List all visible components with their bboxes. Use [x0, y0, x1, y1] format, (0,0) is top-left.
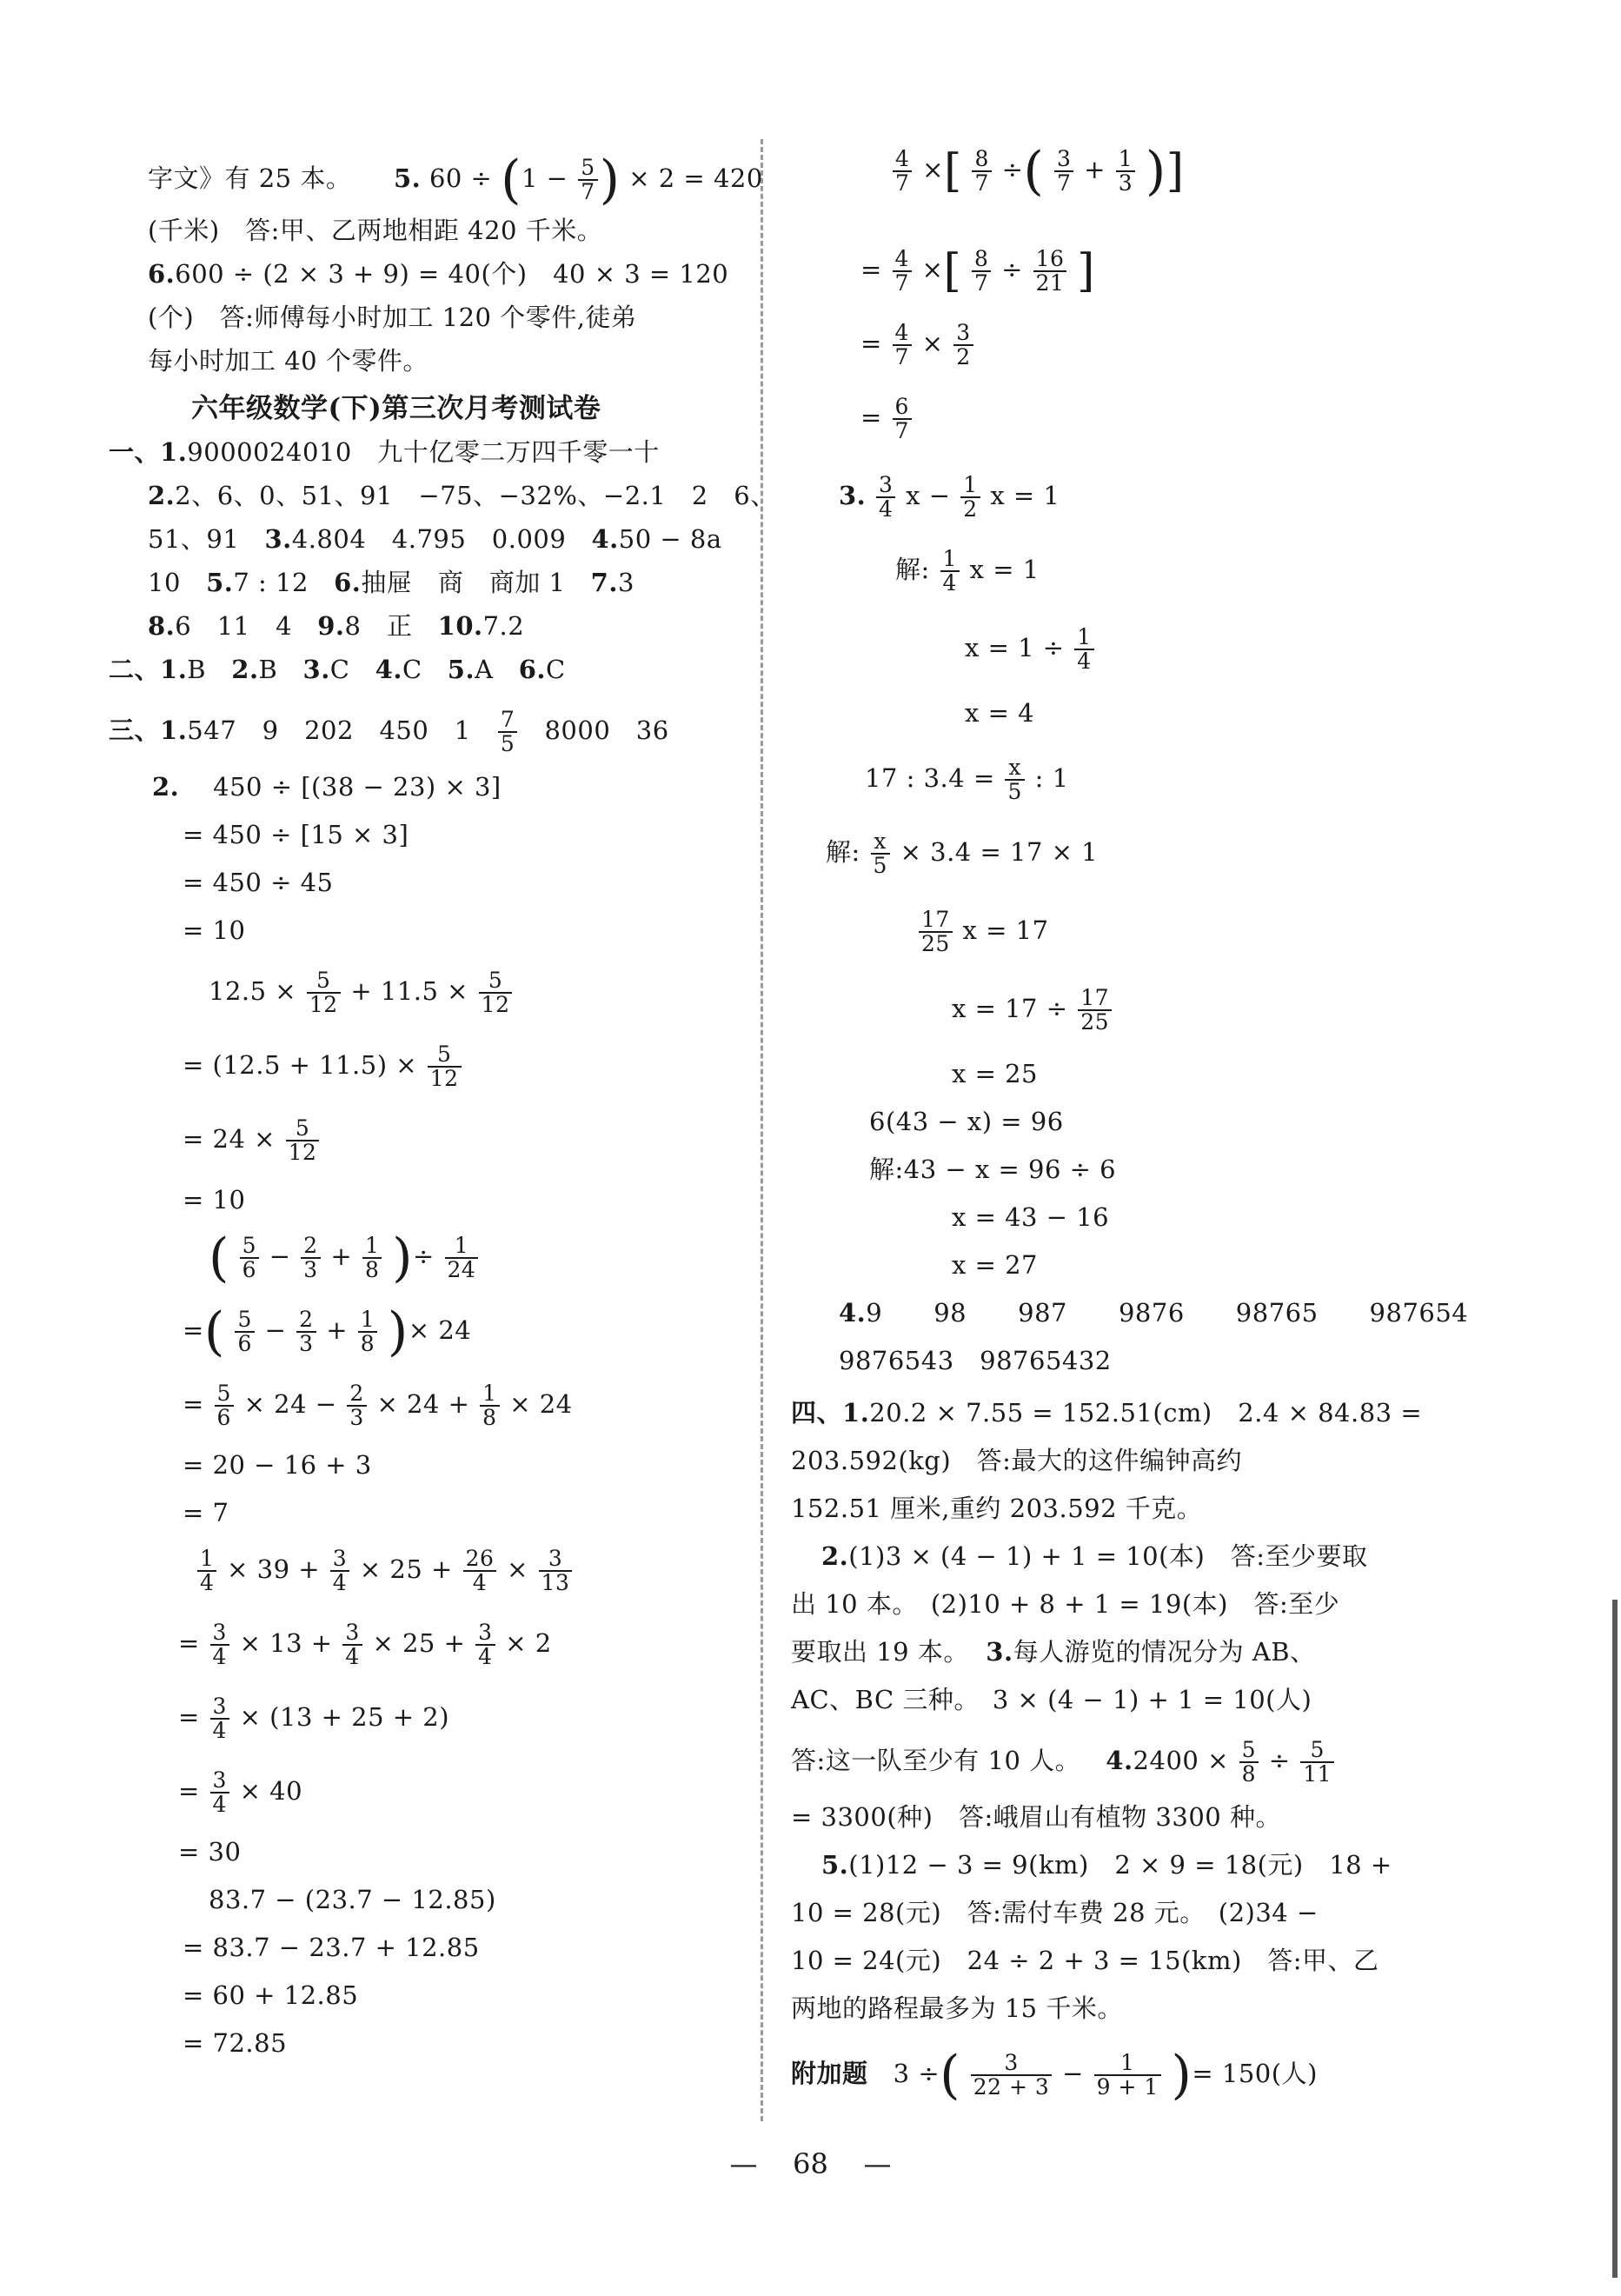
answer-line: 9876543 98765432: [839, 1346, 1112, 1375]
answer-line: 字文》有 25 本。 5. 60 ÷ (1 − $\frac{5}{7}$ ) × 2 = 420: [148, 150, 763, 210]
footer-dash: —: [729, 2147, 758, 2180]
calc-line: 2. 450 ÷ [(38 − 23) × 3]: [152, 772, 502, 802]
equation-line: x = 43 − 16: [952, 1202, 1110, 1232]
equation-line: x = 27: [952, 1250, 1038, 1280]
equation-line: 3. $\frac{3}{4}$ x − $\frac{1}{2}$ x = 1: [839, 472, 1060, 522]
calc-line: = 24 × $\frac{5}{12}$: [183, 1117, 321, 1164]
answer-line: = 3300(种) 答:峨眉山有植物 3300 种。: [791, 1802, 1281, 1832]
calc-line: = 450 ÷ [15 × 3]: [183, 820, 409, 849]
footer-dash: —: [863, 2147, 892, 2180]
calc-line: = 30: [178, 1837, 242, 1867]
calc-line: =( $\frac{5}{6}$ − $\frac{2}{3}$ + $\frac{1}{8}$ )× 24: [183, 1301, 472, 1362]
answer-line: 10 = 28(元) 答:需付车费 28 元。 (2)34 −: [791, 1898, 1319, 1927]
answer-line: 10 = 24(元) 24 ÷ 2 + 3 = 15(km) 答:甲、乙: [791, 1946, 1379, 1975]
calc-line: = $\frac{3}{4}$ × (13 + 25 + 2): [178, 1694, 450, 1743]
equation-line: 解:43 − x = 96 ÷ 6: [869, 1155, 1117, 1184]
calc-line: = $\frac{3}{4}$ × 40: [178, 1767, 303, 1817]
bonus-line: 附加题 3 ÷( $\frac{3}{22 + 3}$ − $\frac{1}{9 + 1}$ )= 150(人): [791, 2045, 1318, 2106]
answer-line: 8.6 11 4 9.8 正 10.7.2: [148, 611, 525, 641]
answer-line: 4.9 98 987 9876 98765 987654: [839, 1298, 1469, 1328]
answer-line: 答:这一队至少有 10 人。 4.2400 × $\frac{5}{8}$ ÷ $\frac{5}{11}$: [791, 1739, 1336, 1786]
calc-line: = $\frac{5}{6}$ × 24 − $\frac{2}{3}$ × 24 + $\frac{1}{8}$ × 24: [183, 1381, 573, 1430]
calc-line: = 20 − 16 + 3: [183, 1450, 372, 1480]
calc-line: ( $\frac{5}{6}$ − $\frac{2}{3}$ + $\frac{1}{8}$ )÷ $\frac{1}{24}$: [209, 1235, 480, 1281]
calc-line: = 7: [183, 1498, 229, 1527]
answer-line: 6.600 ÷ (2 × 3 + 9) = 40(个) 40 × 3 = 120: [148, 259, 729, 289]
equation-line: 解: $\frac{1}{4}$ x = 1: [895, 546, 1040, 596]
answer-line: (个) 答:师傅每小时加工 120 个零件,徒弟: [148, 303, 637, 332]
page-footer: [0, 2147, 1621, 2180]
section-heading: 六年级数学(下)第三次月考测试卷: [191, 393, 601, 424]
calc-line: = $\frac{4}{7}$ ×[ $\frac{8}{7}$ ÷ $\frac{16}{21}$ ]: [860, 245, 1095, 297]
calc-line: = 60 + 12.85: [183, 1980, 359, 2010]
answer-line: 10 5.7 : 12 6.抽屉 商 商加 1 7.3: [148, 568, 634, 597]
equation-line: 17 : 3.4 = $\frac{x}{5}$ : 1: [865, 755, 1069, 804]
calc-line: 83.7 − (23.7 − 12.85): [209, 1885, 496, 1914]
answer-line: 51、91 3.4.804 4.795 0.009 4.50 − 8a: [148, 524, 722, 554]
equation-line: x = 25: [952, 1059, 1038, 1088]
answer-line: 要取出 19 本。 3.每人游览的情况分为 AB、: [791, 1637, 1316, 1667]
calc-line: 12.5 × $\frac{5}{12}$ + 11.5 × $\frac{5}{12}$: [209, 969, 514, 1016]
answer-line: 三、1.547 9 202 450 1 $\frac{7}{5}$ 8000 36: [109, 707, 669, 756]
answer-line: 2.(1)3 × (4 − 1) + 1 = 10(本) 答:至少要取: [821, 1541, 1368, 1571]
equation-line: x = 4: [965, 698, 1035, 728]
equation-line: $\frac{17}{25}$ x = 17: [917, 908, 1049, 955]
answer-line: AC、BC 三种。 3 × (4 − 1) + 1 = 10(人): [791, 1685, 1312, 1714]
calc-line: = 10: [183, 1185, 246, 1215]
calc-line: $\frac{4}{7}$ ×[ $\frac{8}{7}$ ÷( $\frac{3}{7}$ + $\frac{1}{3}$ )]: [891, 148, 1185, 195]
answer-line: 每小时加工 40 个零件。: [148, 346, 429, 376]
equation-line: 6(43 − x) = 96: [869, 1107, 1064, 1136]
calc-line: = $\frac{6}{7}$: [860, 396, 913, 443]
equation-line: 解: $\frac{x}{5}$ × 3.4 = 17 × 1: [826, 829, 1099, 878]
scan-edge: [1612, 1600, 1618, 2278]
calc-line: = 72.85: [183, 2028, 288, 2058]
answer-line: 二、1.B 2.B 3.C 4.C 5.A 6.C: [109, 655, 566, 684]
answer-line: 152.51 厘米,重约 203.592 千克。: [791, 1494, 1203, 1523]
answer-line: 一、1.9000024010 九十亿零二万四千零一十: [109, 437, 660, 467]
answer-line: (千米) 答:甲、乙两地相距 420 千米。: [148, 216, 603, 245]
calc-line: = 83.7 − 23.7 + 12.85: [183, 1933, 480, 1962]
calc-line: = $\frac{4}{7}$ × $\frac{3}{2}$: [860, 322, 975, 369]
calc-line: = 10: [183, 915, 246, 945]
page-number: 68: [793, 2147, 828, 2180]
calc-line: = (12.5 + 11.5) × $\frac{5}{12}$: [183, 1043, 463, 1090]
calc-line: = 450 ÷ 45: [183, 868, 334, 897]
answer-line: 2.2、6、0、51、91 −75、−32%、−2.1 2 6、: [148, 481, 776, 510]
answer-line: 203.592(kg) 答:最大的这件编钟高约: [791, 1446, 1242, 1475]
calc-line: = $\frac{3}{4}$ × 13 + $\frac{3}{4}$ × 25 + $\frac{3}{4}$ × 2: [178, 1620, 552, 1669]
answer-line: 两地的路程最多为 15 千米。: [791, 1993, 1123, 2023]
equation-line: x = 17 ÷ $\frac{17}{25}$: [952, 987, 1113, 1034]
answer-line: 出 10 本。 (2)10 + 8 + 1 = 19(本) 答:至少: [791, 1589, 1340, 1619]
column-divider: [761, 139, 763, 2121]
answer-line: 四、1.20.2 × 7.55 = 152.51(cm) 2.4 × 84.83 =: [791, 1398, 1423, 1428]
answer-line: 5.(1)12 − 3 = 9(km) 2 × 9 = 18(元) 18 +: [821, 1850, 1392, 1880]
equation-line: x = 1 ÷ $\frac{1}{4}$: [965, 626, 1096, 673]
calc-line: $\frac{1}{4}$ × 39 + $\frac{3}{4}$ × 25 + $\frac{26}{4}$ × $\frac{3}{13}$: [196, 1547, 574, 1594]
